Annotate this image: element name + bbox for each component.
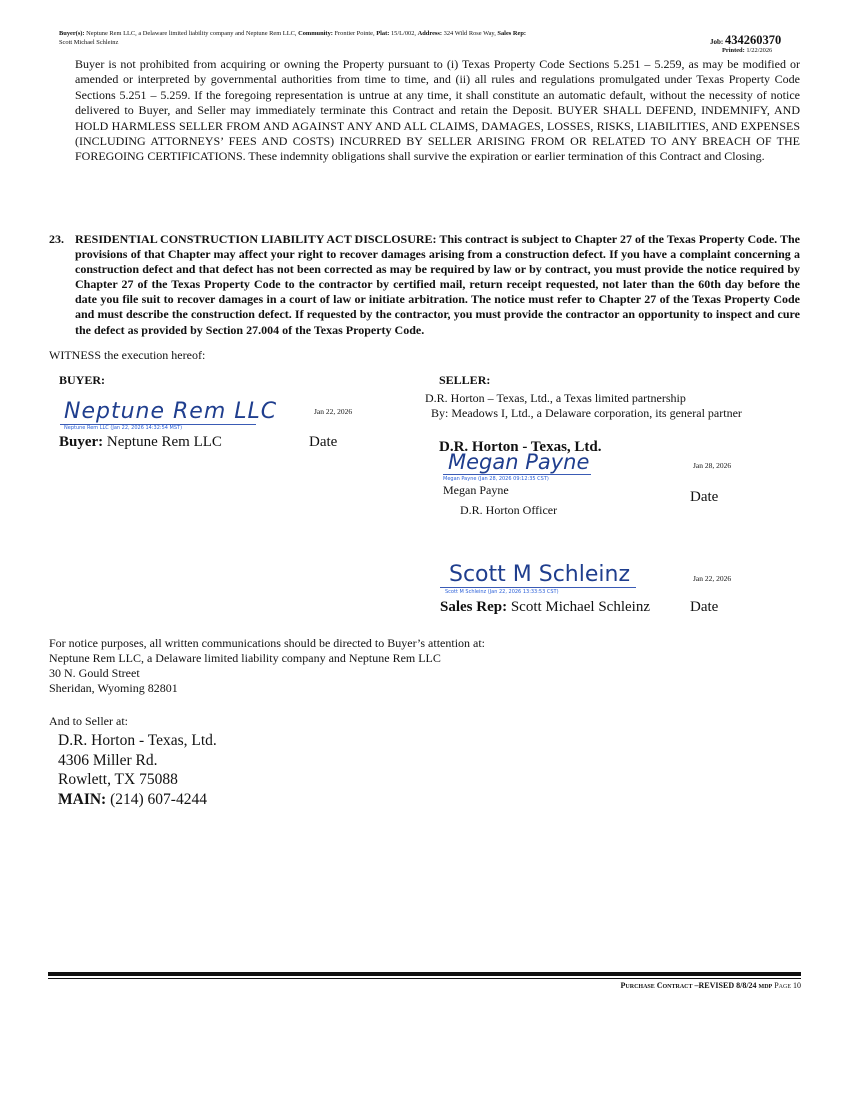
footer-page-number: 10 [793, 981, 801, 990]
plat-value: 15/L/002, [390, 30, 417, 37]
sales-rep-date-label: Date [690, 599, 719, 615]
buyer-name [59, 433, 222, 452]
buyer-sign-stamp: Neptune Rem LLC (Jan 22, 2026 14:32:54 MST) [64, 425, 183, 431]
job-label: Job: [710, 38, 724, 46]
buyer-name-label: Buyer: [59, 434, 104, 450]
seller-title: D.R. Horton Officer [460, 503, 558, 517]
buyer-sign-date: Jan 22, 2026 [314, 407, 353, 416]
notice-buyer-line: Neptune Rem LLC, a Delaware limited liability company and Neptune Rem LLC [49, 651, 441, 665]
sales-rep-name-label: Sales Rep: [440, 599, 508, 615]
notice-block [49, 636, 485, 696]
prohibition-paragraph: Buyer is not prohibited from acquiring or owning the Property pursuant to (i) Texas Property Code Sections 5.251 – 5.259, as may be modified or amended or interpreted by governmental authorities from time to time, and (ii) all rules and regulations promulgated under Texas Property Code Sections 5.251 – 5.259. If the foregoing representation is untrue at any time, it shall constitute an automatic default, without the necessity of notice delivered to Buyer, and Seller may immediately terminate this Contract and retain the Deposit. BUYER SHALL DEFEND, INDEMNIFY, AND HOLD HARMLESS SELLER FROM AND AGAINST ANY AND ALL CLAIMS, DAMAGES, LOSSES, RISKS, LIABILITIES, AND EXPENSES (INCLUDING ATTORNEYS’ FEES AND COSTS) INCURRED BY SELLER ARISING FROM OR RELATED TO ANY BREACH OF THE FOREGOING CERTIFICATIONS. These indemnity obligations shall survive the expiration or earlier termination of this Contract and Closing. [75, 57, 800, 164]
seller-company: D.R. Horton - Texas, Ltd. [439, 439, 602, 455]
sales-rep-sign-stamp: Scott M Schleinz (Jan 22, 2026 13:33:53 CST) [445, 589, 559, 595]
sales-rep-label: Sales Rep: [497, 30, 527, 37]
footer-label: Purchase Contract – [620, 981, 699, 990]
main-phone: (214) 607-4244 [110, 790, 207, 808]
seller-address [58, 731, 217, 809]
seller-main-phone [58, 790, 217, 810]
seller-date-label: Date [690, 489, 719, 505]
footer-rule-thin [48, 978, 801, 979]
footer-mdp: mdp [758, 981, 773, 990]
sales-rep-value: Scott Michael Schleinz [59, 39, 119, 46]
section-number: 23. [49, 232, 64, 246]
main-label: MAIN: [58, 790, 107, 808]
printed-label: Printed: [722, 47, 745, 54]
buyer-label: Buyer(s): [59, 30, 85, 37]
sales-rep-name [440, 598, 650, 617]
job-number [710, 33, 781, 48]
address-value: 324 Wild Rose Way, [443, 30, 496, 37]
seller-notice-intro: And to Seller at: [49, 714, 128, 728]
sales-rep-signature-line [440, 587, 636, 588]
buyer-name-value: Neptune Rem LLC [106, 434, 222, 450]
seller-line-2: By: Meadows I, Ltd., a Delaware corporation, its general partner [431, 406, 742, 420]
seller-line-1: D.R. Horton – Texas, Ltd., a Texas limited partnership [425, 391, 686, 405]
buyer-heading: BUYER: [59, 373, 106, 387]
seller-address-line: 4306 Miller Rd. [58, 751, 158, 769]
witness-line: WITNESS the execution hereof: [49, 348, 206, 362]
header-meta [59, 29, 699, 47]
section-23 [49, 232, 800, 338]
notice-buyer-line: 30 N. Gould Street [49, 666, 140, 680]
section-23-text: RESIDENTIAL CONSTRUCTION LIABILITY ACT DISCLOSURE: This contract is subject to Chapter 27 of the Texas Property Code. The provisions of that Chapter may affect your right to recover damages arising from a construction defect. If you have a complaint concerning a construction defect and that defect has not been corrected as may be required by law or by contract, you must provide the notice required by Chapter 27 of the Texas Property Code to the contractor by certified mail, return receipt requested, not later than the 60th day before the date you file suit to recover damages in a court of law or initiate arbitration. The notice must refer to Chapter 27 of the Texas Property Code and must describe the construction defect. If requested by the contractor, you must provide the contractor an opportunity to inspect and cure the defect as provided by Section 27.004 of the Texas Property Code. [75, 232, 800, 337]
footer-revised: REVISED 8/8/24 [698, 981, 757, 990]
sales-rep-name-value: Scott Michael Schleinz [510, 599, 650, 615]
seller-signature-line [443, 474, 591, 475]
notice-intro: For notice purposes, all written communications should be directed to Buyer’s attention at: [49, 636, 486, 650]
seller-address-line: Rowlett, TX 75088 [58, 771, 178, 788]
seller-sign-stamp: Megan Payne (Jan 28, 2026 09:12:35 CST) [443, 476, 549, 482]
seller-heading: SELLER: [439, 373, 491, 387]
seller-signature: Megan Payne [448, 450, 590, 474]
notice-buyer-line: Sheridan, Wyoming 82801 [49, 681, 178, 695]
seller-address-line: D.R. Horton - Texas, Ltd. [58, 732, 217, 749]
community-label: Community: [298, 30, 333, 37]
seller-name: Megan Payne [443, 483, 509, 497]
footer-page-label: Page [774, 981, 791, 990]
community-value: Frontier Pointe, [334, 30, 375, 37]
printed-value: 1/22/2026 [746, 47, 773, 54]
sales-rep-signature: Scott M Schleinz [449, 562, 630, 587]
buyer-value: Neptune Rem LLC, a Delaware limited liability company and Neptune Rem LLC, [86, 30, 297, 37]
buyer-signature: Neptune Rem LLC [64, 399, 278, 424]
footer-rule-thick [48, 972, 801, 976]
sales-rep-sign-date: Jan 22, 2026 [693, 574, 732, 583]
printed-date [722, 47, 772, 54]
buyer-date-label: Date [309, 434, 338, 450]
job-number-value: 434260370 [724, 33, 782, 47]
address-label: Address: [417, 30, 443, 37]
footer [621, 981, 801, 990]
plat-label: Plat: [376, 30, 390, 37]
seller-sign-date: Jan 28, 2026 [693, 461, 732, 470]
